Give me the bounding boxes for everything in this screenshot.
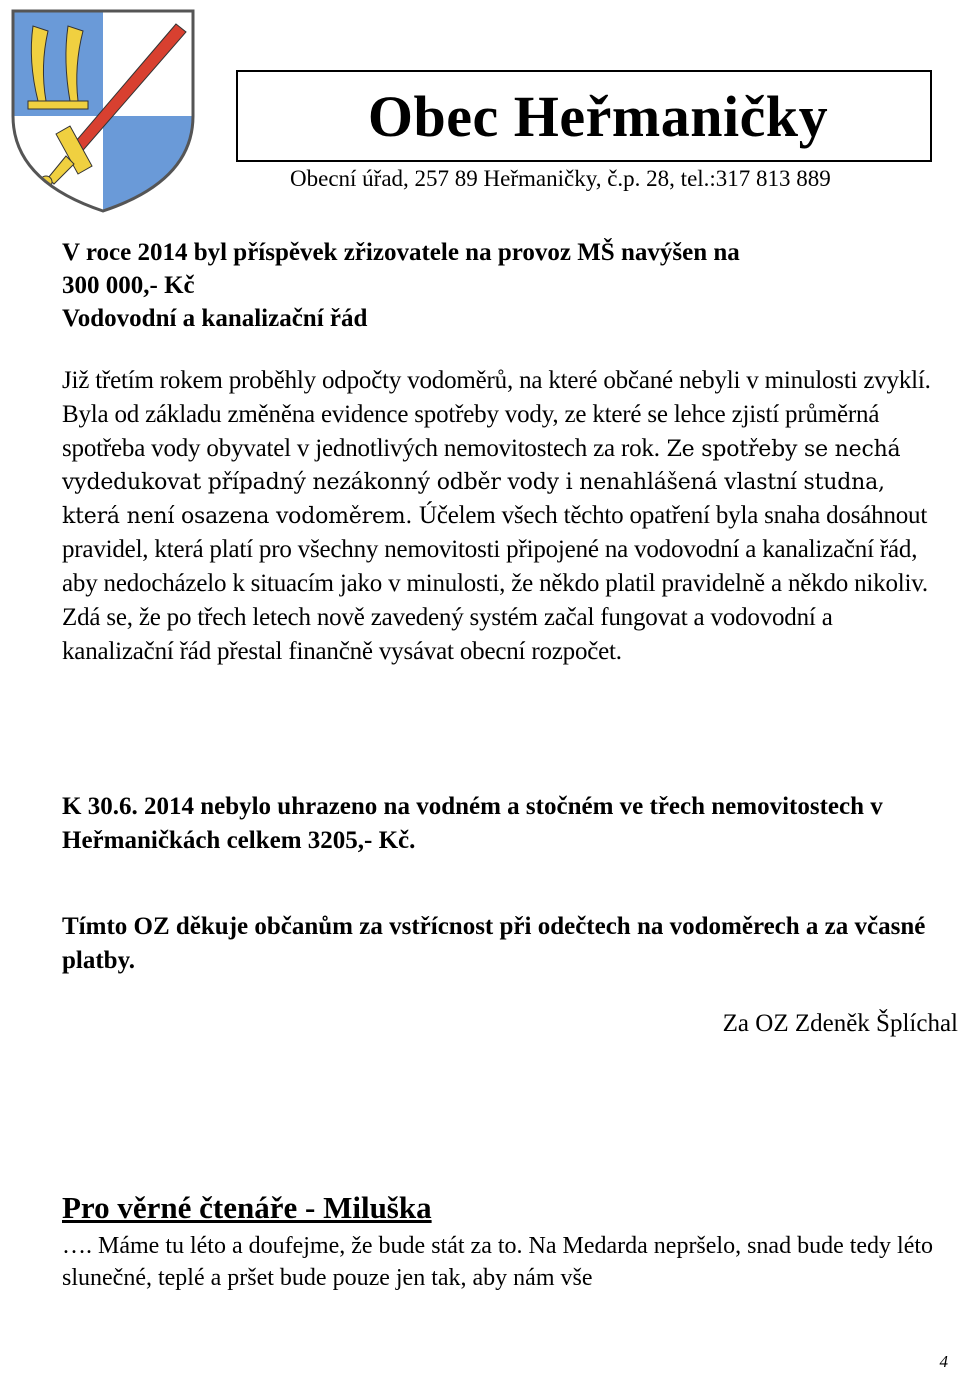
paragraph-part: Ze spotřeby se nechá vydedukovat případný nezákonný odběr vody i nenahlášená vlastní studna, která není osazena vodoměrem. [62,437,901,529]
paragraph-part: Již třetím rokem proběhly odpočty vodoměrů, na které občané nebyli v minulosti zvyklí. Byla od základu změněna evidence spotřeby vody, ze které se lehce zjistí průměrná spotřeba vody obyvatel v jednotlivých nemovitostech za rok. [62,367,931,462]
unpaid-note: K 30.6. 2014 nebylo uhrazeno na vodném a stočném ve třech nemovitostech v Heřmaničkách celkem 3205,- Kč. [62,793,883,854]
heading-line: V roce 2014 byl příspěvek zřizovatele na provoz MŠ navýšen na [62,239,740,266]
article-heading [62,236,948,335]
signature: Za OZ Zdeněk Šplíchal [722,1010,958,1037]
heading-line: 300 000,- Kč [62,272,195,299]
municipality-title: Obec Heřmaničky [367,83,829,149]
heading-line: Vodovodní a kanalizační řád [62,305,368,332]
section-title: Pro věrné čtenáře - Miluška [62,1190,432,1225]
coat-of-arms-emblem [8,6,198,216]
section-text: …. Máme tu léto a doufejme, že bude stát za to. Na Medarda nepršelo, snad bude tedy léto slunečné, teplé a pršet bude pouze jen tak, aby nám vše [62,1233,934,1291]
title-box [236,70,932,162]
page-number: 4 [939,1352,948,1371]
paragraph-part: Účelem všech těchto opatření byla snaha dosáhnout pravidel, která platí pro všechny nemovitosti připojené na vodovodní a kanalizační řád, aby nedocházelo k situacím jako v minulosti, že někdo platil pravidelně a někdo nikoliv. Zdá se, že po třech letech nově zavedený systém začal fungovat a vodovodní a kanalizační řád přestal finančně vysávat obecní rozpočet. [62,502,928,665]
water-meter-paragraph [62,364,942,669]
thanks-note: Tímto OZ děkuje občanům za vstřícnost při odečtech na vodoměrech a za včasné platby. [62,913,926,974]
office-address: Obecní úřad, 257 89 Heřmaničky, č.p. 28, tel.:317 813 889 [290,166,831,191]
